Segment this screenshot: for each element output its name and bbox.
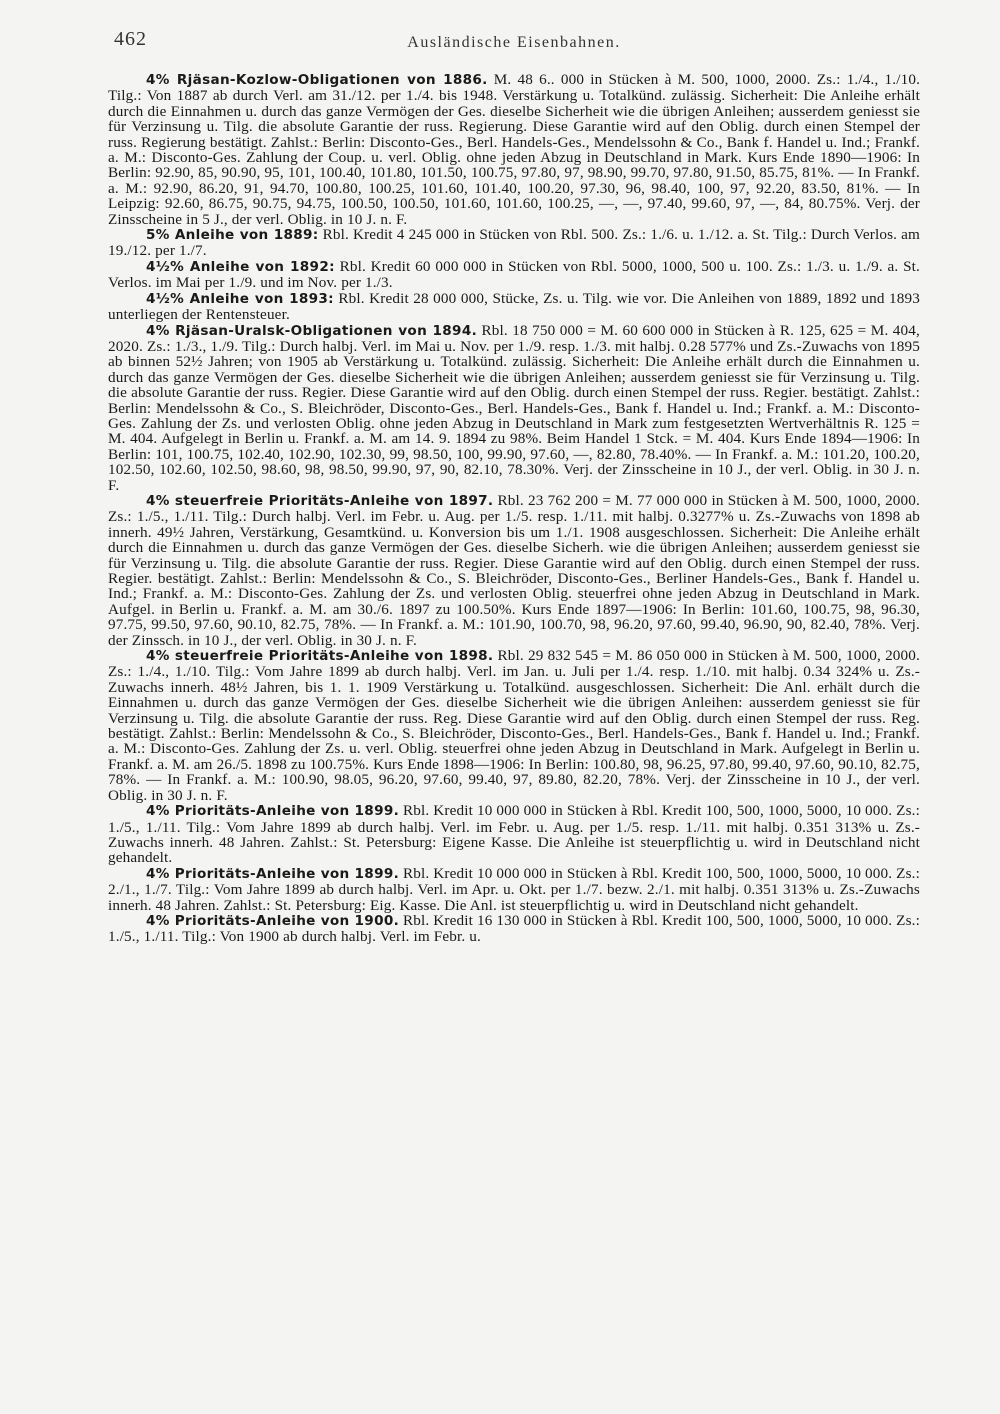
entry-text: Rbl. Kredit 28 000 000, Stücke, Zs. u. Tilg. wie vor. Die Anleihen von 1889, 1892 und 1893 unterliegen der Rentensteuer.	[108, 289, 920, 324]
entry-prioritaets-1899-b	[108, 866, 920, 913]
entry-anleihe-1889	[108, 227, 920, 259]
entry-title: 4% steuerfreie Prioritäts-Anleihe von 1897.	[146, 492, 494, 509]
entry-rjasan-uralsk-1894	[108, 323, 920, 493]
entry-title: 4% Prioritäts-Anleihe von 1900.	[146, 912, 400, 929]
page-number: 462	[114, 28, 147, 50]
entry-text: M. 48 6.. 000 in Stücken à M. 500, 1000, 2000. Zs.: 1./4., 1./10. Tilg.: Von 1887 ab durch Verl. am 31./12. per 1./4. bis 1948. Verstärkung u. Totalkünd. zulässig. Sicherheit: Die Anleihe erhält durch die Einnahmen u. durch das ganze Vermögen der Ges. dieselbe Sicherheit wie die übrigen Anleihen; ausserdem geniesst sie für Verzinsung u. Tilg. die absolute Garantie der russ. Regierung. Diese Garantie wird auf den Oblig. durch einen Stempel der russ. Regierung bestätigt. Zahlst.: Berlin: Disconto-Ges., Berl. Handels-Ges., Mendelssohn & Co., Bank f. Handel u. Ind.; Frankf. a. M.: Disconto-Ges. Zahlung der Coup. u. verl. Oblig. ohne jeden Abzug in Deutschland in Mark. Kurs Ende 1890—1906: In Berlin: 92.90, 85, 90.90, 95, 101, 100.40, 101.80, 101.50, 100.75, 97.80, 97, 98.90, 99.70, 97.80, 91.50, 85.75, 81%. — In Frankf. a. M.: 92.90, 86.20, 91, 94.70, 100.80, 100.25, 101.60, 101.40, 100.20, 97.30, 96, 98.40, 100, 97, 92.20, 83.50, 81%. — In Leipzig: 92.60, 86.75, 90.75, 94.75, 100.50, 100.50, 101.60, 101.60, 100.25, —, —, 97.40, 99.60, 97, —, 84, 80.75%. Verj. der Zinsscheine in 5 J., der verl. Oblig. in 10 J. n. F.	[108, 71, 921, 228]
entry-prioritaets-1898	[108, 648, 920, 803]
entry-anleihe-1893	[108, 291, 920, 323]
entry-anleihe-1892	[108, 259, 920, 291]
entry-text: Rbl. Kredit 4 245 000 in Stücken von Rbl. 500. Zs.: 1./6. u. 1./12. a. St. Tilg.: Durch Verlos. am 19./12. per 1./7.	[108, 226, 921, 260]
entry-title: 4% steuerfreie Prioritäts-Anleihe von 1898.	[146, 648, 494, 665]
entry-prioritaets-1900	[108, 913, 920, 945]
running-title: Ausländische Eisenbahnen.	[407, 34, 621, 51]
entry-title: 4% Rjäsan-Uralsk-Obligationen von 1894.	[146, 322, 478, 339]
entry-title: 5% Anleihe von 1889:	[146, 227, 319, 244]
entry-rjasan-kozlow-1886	[108, 72, 920, 227]
entry-prioritaets-1899-a	[108, 803, 920, 866]
entry-text: Rbl. 23 762 200 = M. 77 000 000 in Stücken à M. 500, 1000, 2000. Zs.: 1./5., 1./11. Tilg.: Durch halbj. Verl. im Febr. u. Aug. per 1./5. resp. 1./11. mit halbj. 0.3277% u. Zs.-Zuwachs von 1898 ab innerh. 49½ Jahren, Verstärkung, Gesamtkünd. u. Konversion bis um 1./1. 1908 ausgeschlossen. Sicherheit: Die Anleihe erhält durch die Einnahmen u. durch das ganze Vermögen der Ges. dieselbe Sicherh. wie die übrigen Anleihen; ausserdem geniesst sie für Verzinsung u. Tilg. die absolute Garantie der russ. Regier. Diese Garantie wird auf den Oblig. durch einen Stempel der russ. Regier. bestätigt. Zahlst.: Berlin: Mendelssohn & Co., S. Bleichröder, Disconto-Ges., Berliner Handels-Ges., Bank f. Handel u. Ind.; Frankf. a. M.: Disconto-Ges. Zahlung der Zs. und verlosten Oblig. steuerfrei ohne jeden Abzug in Deutschland in Mark. Aufgel. in Berlin u. Frankf. a. M. am 30./6. 1897 zu 100.50%. Kurs Ende 1897—1906: In Berlin: 101.60, 100.75, 98, 96.30, 97.75, 99.50, 97.60, 90.10, 82.75, 78%. — In Frankf. a. M.: 101.90, 100.70, 98, 96.20, 97.60, 99.40, 96.90, 90, 82.40, 78%. Verj. der Zinssch. in 10 J., der verl. Oblig. in 30 J. n. F.	[108, 491, 920, 649]
entry-title: 4½% Anleihe von 1893:	[146, 290, 334, 307]
entry-prioritaets-1897	[108, 493, 920, 648]
entry-text: Rbl. Kredit 10 000 000 in Stücken à Rbl. Kredit 100, 500, 1000, 5000, 10 000. Zs.: 2./1., 1./7. Tilg.: Vom Jahre 1899 ab durch halbj. Verl. im Apr. u. Okt. per 1./7. bezw. 2./1. mit halbj. 0.351 313% u. Zs.-Zuwachs innerh. 48 Jahren. Zahlst.: St. Petersburg: Eig. Kasse. Die Anl. ist steuerpflichtig u. wird in Deutschland nicht gehandelt.	[108, 864, 920, 914]
entry-title: 4% Rjäsan-Kozlow-Obligationen von 1886.	[146, 72, 488, 88]
document-body	[108, 72, 920, 945]
entry-text: Rbl. Kredit 60 000 000 in Stücken von Rbl. 5000, 1000, 500 u. 100. Zs.: 1./3. u. 1./9. a. St. Verlos. im Mai per 1./9. und im Nov. per 1./3.	[108, 257, 921, 292]
entry-text: Rbl. Kredit 10 000 000 in Stücken à Rbl. Kredit 100, 500, 1000, 5000, 10 000. Zs.: 1./5., 1./11. Tilg.: Vom Jahre 1899 ab durch halbj. Verl. im Febr. u. Aug. per 1./5. resp. 1./11. mit halbj. 0.351 313% u. Zs.-Zuwachs innerh. 48 Jahren. Zahlst.: St. Petersburg: Eigene Kasse. Die Anleihe ist steuerpflichtig u. wird in Deutschland nicht gehandelt.	[108, 802, 920, 867]
entry-text: Rbl. Kredit 16 130 000 in Stücken à Rbl. Kredit 100, 500, 1000, 5000, 10 000. Zs.: 1./5., 1./11. Tilg.: Von 1900 ab durch halbj. Verl. im Febr. u.	[108, 911, 920, 946]
entry-text: Rbl. 29 832 545 = M. 86 050 000 in Stücken à M. 500, 1000, 2000. Zs.: 1./4., 1./10. Tilg.: Vom Jahre 1899 ab durch halbj. Verl. im Jan. u. Juli per 1./4. resp. 1./10. mit halbj. 0.34 324% u. Zs.-Zuwachs innerh. 48½ Jahren, bis 1. 1. 1909 Verstärkung u. Totalkünd. ausgeschlossen. Sicherheit: Die Anl. erhält durch die Einnahmen u. durch das ganze Vermögen der Ges. dieselbe Sicherheit wie die übrigen Anleihen: ausserdem geniesst sie für Verzinsung u. Tilg. die absolute Garantie der russ. Reg. Diese Garantie wird auf den Oblig. durch einen Stempel der russ. Reg. bestätigt. Zahlst.: Berlin: Mendelssohn & Co., S. Bleichröder, Disconto-Ges., Berl. Handels-Ges., Bank f. Handel u. Ind.; Frankf. a. M.: Disconto-Ges. Zahlung der Zs. u. verl. Oblig. steuerfrei ohne jeden Abzug in Deutschland in Mark. Aufgelegt in Berlin u. Frankf. a. M. am 26./5. 1898 zu 100.75%. Kurs Ende 1898—1906: In Berlin: 100.80, 98, 96.25, 97.80, 99.40, 97.60, 90.10, 82.75, 78%. — In Frankf. a. M.: 100.90, 98.05, 96.20, 97.60, 99.40, 97, 89.80, 82.20, 78%. Verj. der Zinsscheine in 10 J., der verl. Oblig. in 30 J. n. F.	[108, 647, 920, 804]
entry-title: 4% Prioritäts-Anleihe von 1899.	[146, 803, 400, 820]
entry-title: 4% Prioritäts-Anleihe von 1899.	[146, 865, 400, 882]
entry-title: 4½% Anleihe von 1892:	[146, 258, 335, 275]
entry-text: Rbl. 18 750 000 = M. 60 600 000 in Stücken à R. 125, 625 = M. 404, 2020. Zs.: 1./3., 1./9. Tilg.: Durch halbj. Verl. im Mai u. Nov. per 1./9. resp. 1./3. mit halbj. 0.28 577% und Zs.-Zuwachs von 1895 ab binnen 52½ Jahren; von 1905 ab Verstärkung u. Totalkünd. zulässig. Sicherheit: Die Anleihe erhält durch die Einnahmen u. durch das ganze Vermögen der Ges. dieselbe Sicherheit wie die übrigen Anleihen; ausserdem geniesst sie für Verzinsung u. Tilg. die absolute Garantie der russ. Regier. Diese Garantie wird auf den Oblig. durch einen Stempel der russ. Regier. bestätigt. Zahlst.: Berlin: Mendelssohn & Co., S. Bleichröder, Disconto-Ges., Berl. Handels-Ges., Bank f. Handel u. Ind.; Frankf. a. M.: Disconto-Ges. Zahlung der Zs. und verlosten Oblig. ohne jeden Abzug in Deutschland in Mark zum festgesetzten Wertverhältnis R. 125 = M. 404. Aufgelegt in Berlin u. Frankf. a. M. am 14. 9. 1894 zu 98%. Beim Handel 1 Stck. = M. 404. Kurs Ende 1894—1906: In Berlin: 101, 100.75, 102.40, 102.90, 102.30, 99, 98.50, 100, 99.90, 97.60, —, 82.80, 78.40%. — In Frankf. a. M.: 101.20, 100.20, 102.50, 102.60, 102.50, 98.60, 98, 98.50, 99.90, 97, 90, 82.10, 78.30%. Verj. der Zinsscheine in 10 J., der verl. Oblig. in 30 J. n. F.	[108, 321, 920, 494]
page-header	[108, 28, 920, 64]
